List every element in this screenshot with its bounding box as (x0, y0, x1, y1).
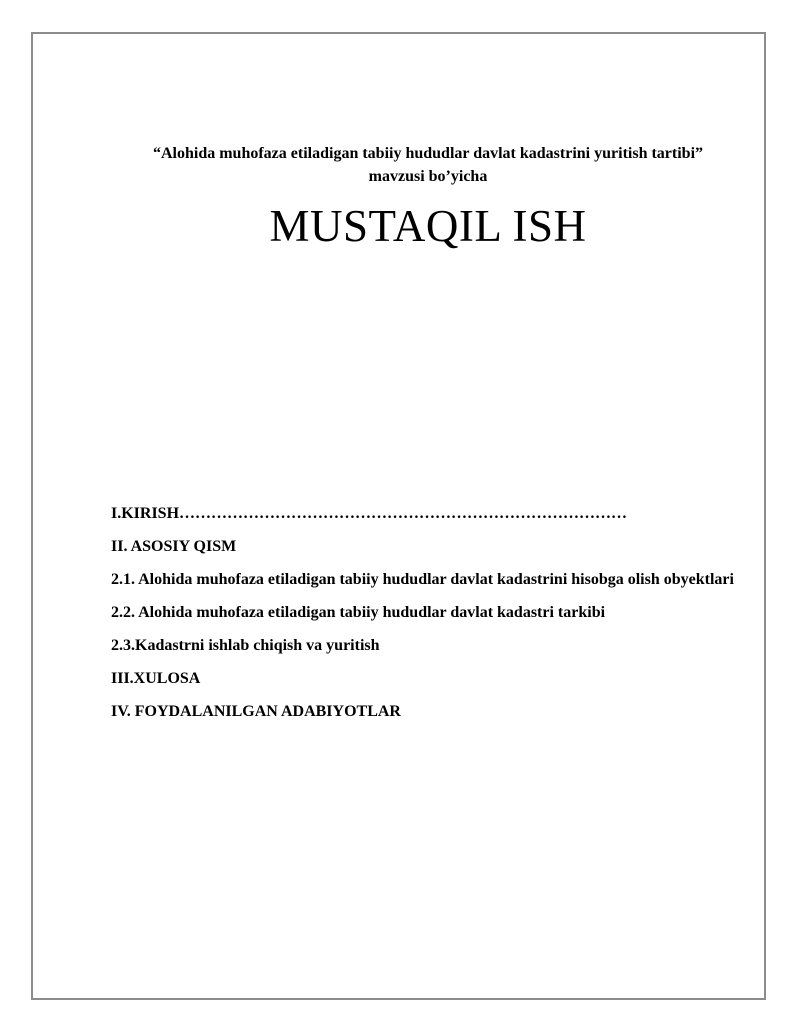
topic-line-2: mavzusi bo’yicha (368, 168, 488, 185)
toc-item-main-part: II. ASOSIY QISM (111, 538, 237, 555)
document-title: MUSTAQIL ISH (269, 201, 587, 251)
toc-item-introduction: I.KIRISH………………………………………………………………………… (111, 505, 628, 522)
toc-item-2-3: 2.3.Kadastrni ishlab chiqish va yuritish (111, 637, 380, 654)
toc-item-2-2: 2.2. Alohida muhofaza etiladigan tabiiy hududlar davlat kadastri tarkibi (111, 604, 606, 621)
table-of-contents (111, 503, 751, 734)
topic-heading (90, 142, 766, 188)
toc-item-references: IV. FOYDALANILGAN ADABIYOTLAR (111, 703, 401, 720)
topic-line-1: “Alohida muhofaza etiladigan tabiiy hududlar davlat kadastrini yuritish tartibi” (152, 145, 704, 162)
toc-item-2-1: 2.1. Alohida muhofaza etiladigan tabiiy hududlar davlat kadastrini hisobga olish obyektlari (111, 571, 734, 588)
toc-item-conclusion: III.XULOSA (111, 670, 201, 687)
